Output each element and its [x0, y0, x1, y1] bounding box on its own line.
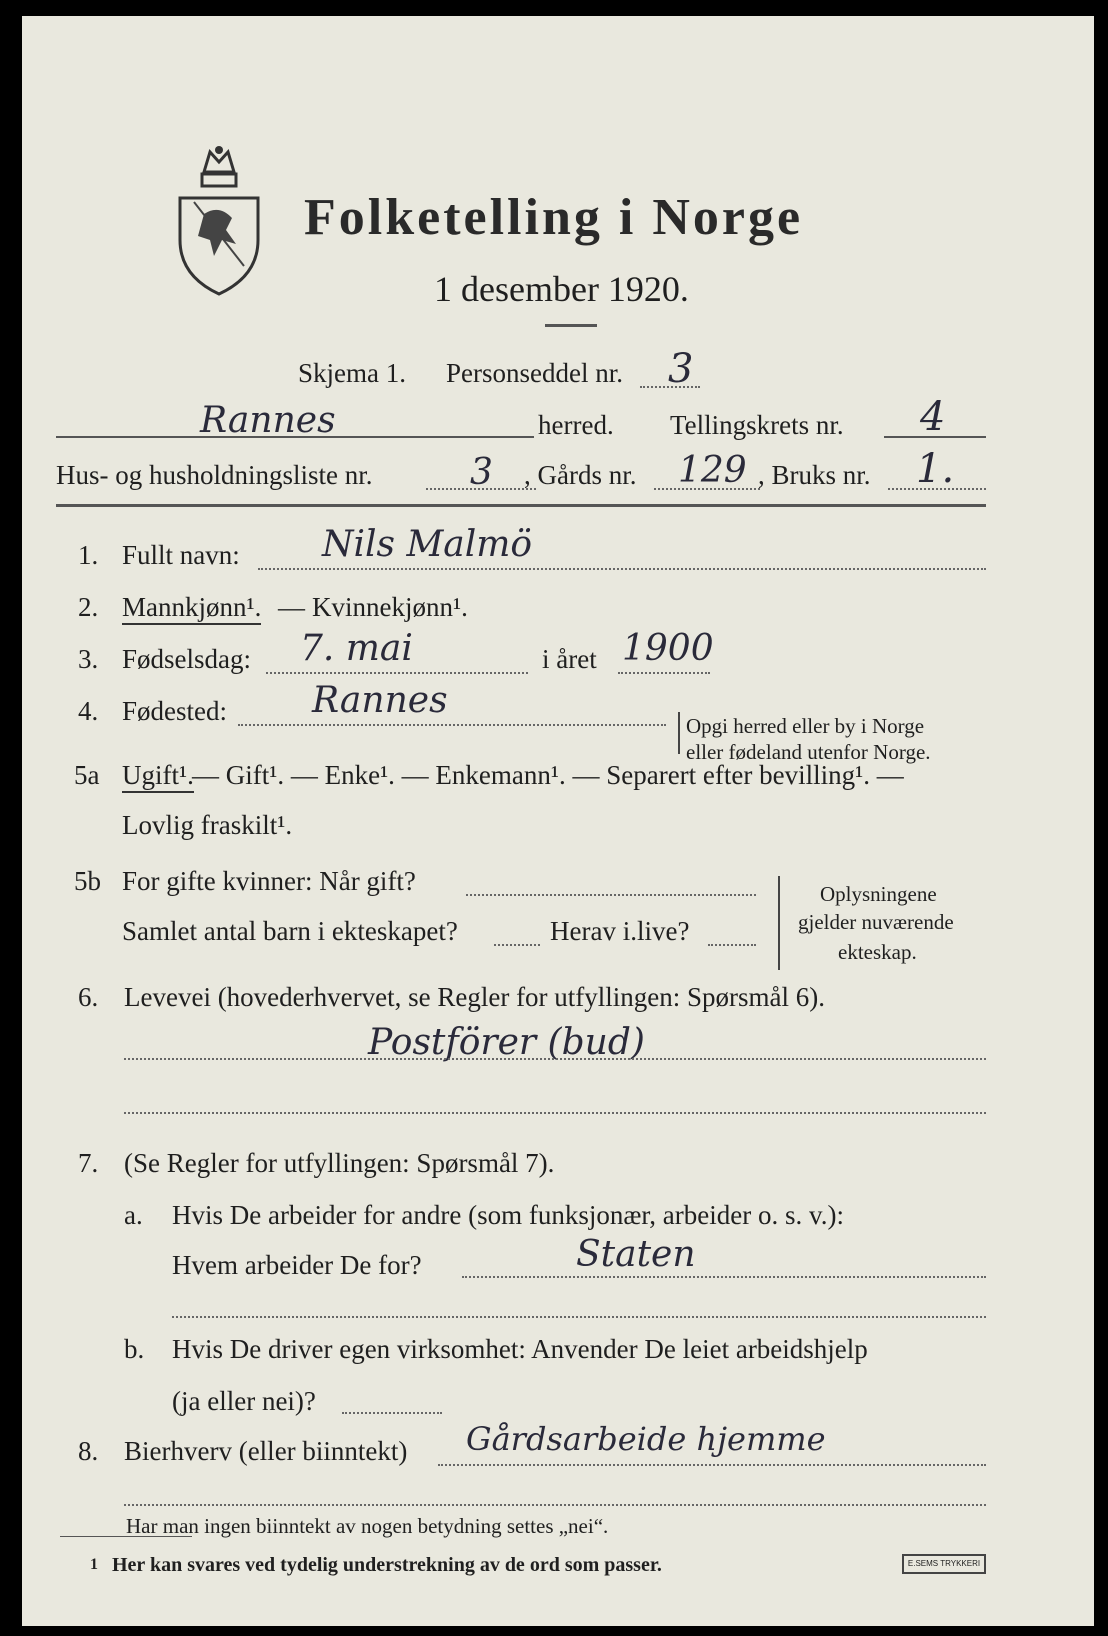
census-date: 1 desember 1920.	[434, 269, 689, 309]
footnote-rule	[60, 1536, 192, 1537]
census-form	[22, 16, 1094, 1626]
q3-line	[266, 672, 528, 674]
herred-line	[56, 436, 534, 438]
q5b-line1: For gifte kvinner: Når gift?	[122, 866, 416, 896]
q5a-ugift[interactable]: Ugift¹.	[122, 760, 194, 793]
tellingskrets-value[interactable]: 4	[920, 394, 946, 440]
q6-label: Levevei (hovederhvervet, se Regler for utfyllingen: Spørsmål 6).	[124, 982, 826, 1012]
q5b-line2b: Herav i.live?	[550, 916, 690, 946]
q3-year-label: i året	[542, 644, 597, 674]
q7a-line	[462, 1276, 986, 1278]
q1-number: 1.	[78, 540, 99, 570]
q1-label: Fullt navn:	[122, 540, 240, 570]
q7b-label: (ja eller nei)?	[172, 1386, 316, 1416]
q7b-number: b.	[124, 1334, 145, 1364]
q8-line	[438, 1464, 986, 1466]
q5b-note2: gjelder nuværende	[798, 910, 954, 934]
q8-number: 8.	[78, 1436, 99, 1466]
personseddel-value[interactable]: 3	[668, 346, 694, 392]
q1-value[interactable]: Nils Malmö	[322, 524, 533, 565]
q4-value[interactable]: Rannes	[312, 680, 448, 721]
q5a-options[interactable]: — Gift¹. — Enke¹. — Enkemann¹. — Separert efter bevilling¹. —	[192, 760, 904, 790]
q5b-line2a: Samlet antal barn i ekteskapet?	[122, 916, 458, 946]
q7-number: 7.	[78, 1148, 99, 1178]
q4-line	[238, 724, 666, 726]
q5b-number: 5b	[74, 866, 101, 896]
q5a-line2[interactable]: Lovlig fraskilt¹.	[122, 810, 293, 840]
q2-number: 2.	[78, 592, 99, 622]
footnote-number: 1	[90, 1556, 98, 1573]
hus-value[interactable]: 3	[470, 452, 493, 493]
header-divider	[56, 504, 986, 507]
bruks-value[interactable]: 1.	[916, 446, 955, 492]
q6-value[interactable]: Postförer (bud)	[368, 1022, 645, 1063]
q1-line	[258, 568, 986, 570]
q3-number: 3.	[78, 644, 99, 674]
schema-label: Skjema 1.	[298, 358, 406, 388]
bruks-label: , Bruks nr.	[758, 460, 871, 490]
q7a-value[interactable]: Staten	[576, 1234, 696, 1275]
herred-label: herred.	[538, 410, 614, 440]
q4-note1: Opgi herred eller by i Norge	[686, 714, 925, 738]
q5a-number: 5a	[74, 760, 100, 790]
q5b-note1: Oplysningene	[820, 882, 937, 906]
q6-number: 6.	[78, 982, 99, 1012]
q2-mann[interactable]: Mannkjønn¹.	[122, 592, 261, 625]
printer-stamp: E.SEMS TRYKKERI	[902, 1554, 986, 1574]
tellingskrets-label: Tellingskrets nr.	[670, 410, 844, 440]
q3-value[interactable]: 7. mai	[300, 628, 413, 669]
gards-label: , Gårds nr.	[524, 460, 637, 490]
q5b-line1-dots	[466, 894, 756, 896]
personseddel-label: Personseddel nr.	[446, 358, 623, 388]
herred-value[interactable]: Rannes	[200, 400, 336, 441]
q5b-note3: ekteskap.	[838, 940, 917, 964]
q7-label: (Se Regler for utfyllingen: Spørsmål 7).	[124, 1148, 555, 1178]
footnote-text: Her kan svares ved tydelig understrekning av de ord som passer.	[112, 1554, 662, 1576]
form-title: Folketelling i Norge	[304, 189, 804, 246]
q2-sep: —	[278, 592, 305, 622]
q5b-line2b-dots	[708, 944, 756, 946]
hus-label: Hus- og husholdningsliste nr.	[56, 460, 373, 490]
footer-note: Har man ingen biinntekt av nogen betydning settes „nei“.	[126, 1514, 609, 1538]
q5b-brace	[778, 876, 780, 970]
q8-line2	[124, 1504, 986, 1506]
q3-year-line	[618, 672, 710, 674]
q7a-line2	[172, 1316, 986, 1318]
q7a-text: Hvis De arbeider for andre (som funksjonær, arbeider o. s. v.):	[172, 1200, 844, 1230]
q4-number: 4.	[78, 696, 99, 726]
q7a-label: Hvem arbeider De for?	[172, 1250, 422, 1280]
q7a-number: a.	[124, 1200, 143, 1230]
q4-brace	[678, 712, 680, 754]
gards-value[interactable]: 129	[678, 450, 747, 491]
q3-year-value[interactable]: 1900	[622, 628, 714, 669]
q6-line2	[124, 1112, 986, 1114]
q2-kvinne[interactable]: Kvinnekjønn¹.	[312, 592, 468, 622]
q7b-text: Hvis De driver egen virksomhet: Anvender De leiet arbeidshjelp	[172, 1334, 868, 1364]
q5b-line2a-dots	[494, 944, 540, 946]
q4-label: Fødested:	[122, 696, 227, 726]
q8-value[interactable]: Gårdsarbeide hjemme	[466, 1420, 826, 1458]
q3-label: Fødselsdag:	[122, 644, 252, 674]
q8-label: Bierhverv (eller biinntekt)	[124, 1436, 408, 1466]
coat-of-arms-icon	[174, 144, 264, 296]
q6-line1	[124, 1058, 986, 1060]
q7b-line	[342, 1412, 442, 1414]
q4-note2: eller fødeland utenfor Norge.	[686, 740, 931, 764]
title-divider	[545, 324, 597, 327]
